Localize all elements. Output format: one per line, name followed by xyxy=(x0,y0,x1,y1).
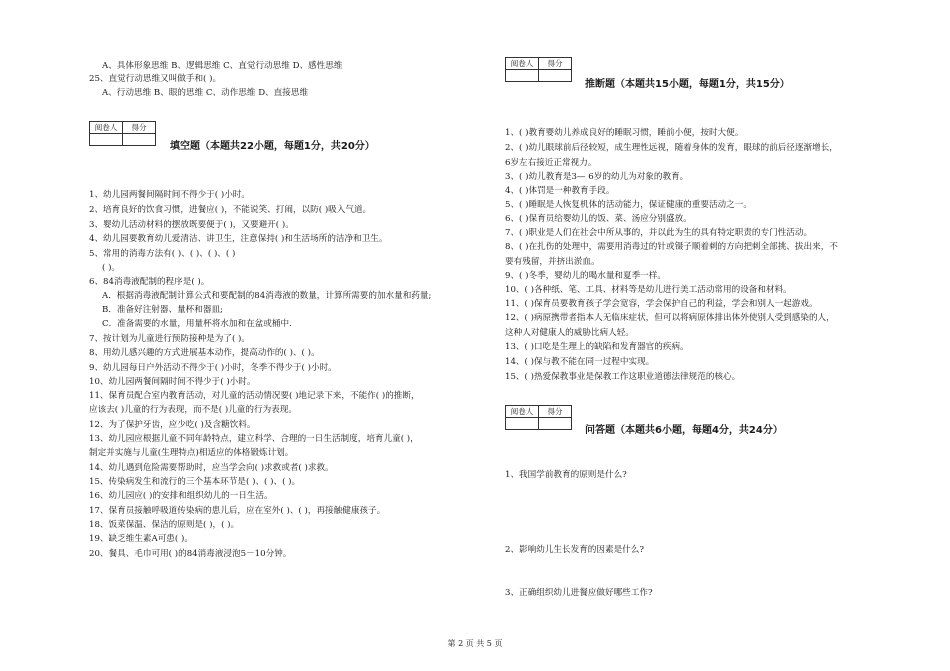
fill-question-line: 19、缺乏维生素A可患( )。 xyxy=(89,534,193,544)
fill-question-line: 15、传染病发生和流行的三个基本环节是( )、( )、( )。 xyxy=(89,477,301,487)
judge-question-line: 14、( )保与教不能在同一过程中实现。 xyxy=(505,357,655,367)
score-label: 得分 xyxy=(123,122,156,134)
grader-cell xyxy=(506,418,539,430)
score-table-fill xyxy=(89,121,156,146)
qa-question-2: 2、影响幼儿生长发育的因素是什么? xyxy=(505,545,644,555)
score-label: 得分 xyxy=(539,58,572,70)
fill-question-line: A．根据消毒液配制计算公式和要配制的84消毒液的数量，计算所需要的加水量和药量; xyxy=(102,291,432,301)
fill-question-line: 3、婴幼儿活动材料的摆放既要便于( )，又要避开( )。 xyxy=(89,220,294,230)
score-cell xyxy=(123,134,156,146)
judge-section-title: 推断题（本题共15小题，每题1分，共15分） xyxy=(585,79,790,90)
judge-question-line: 6岁左右接近正常视力。 xyxy=(505,158,597,168)
fill-question-line: 17、保育员接触呼吸道传染病的患儿后，应在室外( )、( )，再接触健康孩子。 xyxy=(89,506,386,516)
fill-question-line: 10、幼儿园两餐间隔时间不得少于( )小时。 xyxy=(89,377,256,387)
score-cell xyxy=(539,418,572,430)
fill-question-line: 4、幼儿园要教育幼儿爱清洁、讲卫生，注意保持( )和生活场所的洁净和卫生。 xyxy=(89,234,388,244)
fill-question-line: 12、为了保护牙齿，应少吃( )及含糖饮料。 xyxy=(89,420,256,430)
judge-question-line: 2、( )幼儿眼球前后径较短，成生理性远视，随着身体的发育，眼球的前后径逐渐增长， xyxy=(505,143,838,153)
judge-question-line: 11、( )保育员要教育孩子学会宽容，学会保护自己的利益，学会和别人一起游戏。 xyxy=(505,299,818,309)
fill-question-line: 5、常用的消毒方法有( )、( )、( )、( ) xyxy=(89,249,236,259)
grader-cell xyxy=(90,134,123,146)
q25-stem: 25、直觉行动思维又叫做手和( )。 xyxy=(89,74,222,84)
fill-question-line: 7、按计划为儿童进行预防接种是为了( )。 xyxy=(89,334,250,344)
fill-question-line: ( )。 xyxy=(102,263,121,273)
grader-cell xyxy=(506,70,539,82)
judge-question-line: 1、( )教育婴幼儿养成良好的睡眠习惯，睡前小便，按时大便。 xyxy=(505,128,744,138)
judge-question-line: 9、( )冬季，婴幼儿的喝水量和夏季一样。 xyxy=(505,271,666,281)
fill-section-title: 填空题（本题共22小题，每题1分，共20分） xyxy=(170,141,375,152)
qa-section-title: 问答题（本题共6小题，每题4分，共24分） xyxy=(585,425,783,436)
q25-options: A、行动思维 B、眼的思维 C、动作思维 D、直接思维 xyxy=(102,88,309,98)
fill-question-line: B．准备好注射器、量杯和器皿; xyxy=(102,305,223,315)
grader-label: 阅卷人 xyxy=(90,122,123,134)
grader-label: 阅卷人 xyxy=(506,58,539,70)
judge-question-line: 13、( )口吃是生理上的缺陷和发育器官的疾病。 xyxy=(505,342,689,352)
judge-question-line: 3、( )幼儿教育是3— 6岁的幼儿为对象的教育。 xyxy=(505,172,689,182)
fill-question-line: 16、幼儿园应( )的安排和组织幼儿的一日生活。 xyxy=(89,491,273,501)
fill-question-line: 13、幼儿园应根据儿童不同年龄特点，建立科学、合理的一日生活制度，培育儿童( )， xyxy=(89,434,419,444)
judge-question-line: 要有残留，并挤出淤血。 xyxy=(505,257,600,267)
fill-question-line: 20、餐具、毛巾可用( )的84消毒液浸泡5－10分钟。 xyxy=(89,549,292,559)
grader-label: 阅卷人 xyxy=(506,406,539,418)
judge-question-line: 5、( )睡眠是人恢复机体的活动能力，保证健康的重要活动之一。 xyxy=(505,200,752,210)
judge-question-line: 10、( )各种纸、笔、工具、材料等是幼儿进行美工活动常用的设备和材料。 xyxy=(505,285,792,295)
judge-question-line: 4、( )体罚是一种教育手段。 xyxy=(505,186,615,196)
fill-question-line: 14、幼儿遇到危险需要帮助时，应当学会向( )求救或者( )求救。 xyxy=(89,463,334,473)
score-table-qa xyxy=(505,405,572,430)
fill-question-line: 应该去( )儿童的行为表现，而不是( )儿童的行为表现。 xyxy=(89,405,297,415)
judge-question-line: 12、( )病原携带者指本人无临床症状，但可以将病原体排出体外使别人受到感染的人， xyxy=(505,313,835,323)
fill-question-line: 制定并实施与儿童(生理特点)相适应的体格锻炼计划。 xyxy=(89,448,294,458)
judge-question-line: 8、( )在扎伤的处理中，需要用消毒过的针或镊子顺着刺的方向把刺全部挑、拔出来，不 xyxy=(505,242,838,252)
fill-question-line: 6、84消毒液配制的程序是( )。 xyxy=(89,277,210,287)
score-table-judge xyxy=(505,57,572,82)
judge-question-line: 6、( )保育员给婴幼儿的饭、菜、汤应分别盛放。 xyxy=(505,214,692,224)
judge-question-line: 15、( )热爱保教事业是保教工作这职业道德法律规范的核心。 xyxy=(505,372,741,382)
qa-question-1: 1、我国学前教育的原则是什么? xyxy=(505,470,627,480)
score-cell xyxy=(539,70,572,82)
score-label: 得分 xyxy=(539,406,572,418)
page-footer: 第 2 页 共 5 页 xyxy=(447,639,503,648)
fill-question-line: 2、培育良好的饮食习惯，进餐应( )，不能说笑、打闹，以防( )吸入气道。 xyxy=(89,205,372,215)
fill-question-line: 11、保育员配合室内教育活动，对儿童的活动情况要( )地记录下来，不能作( )的推断， xyxy=(89,391,420,401)
fill-question-line: 1、幼儿园两餐间隔时间不得少于( )小时。 xyxy=(89,190,250,200)
judge-question-line: 这种人对健康人的威胁比病人轻。 xyxy=(505,328,634,338)
fill-question-line: 18、饭菜保温、保洁的原则是( )，( )。 xyxy=(89,520,240,530)
q24-options: A、具体形象思维 B、逻辑思维 C、直觉行动思维 D、感性思维 xyxy=(102,61,343,71)
fill-question-line: 8、用幼儿感兴趣的方式进展基本动作，提高动作的( )、( )。 xyxy=(89,348,320,358)
fill-question-line: 9、幼儿园每日户外活动不得少于( )小时，冬季不得少于( )小时。 xyxy=(89,363,337,373)
judge-question-line: 7、( )职业是人们在社会中所从事的，并以此为生的具有特定职责的专门性活动。 xyxy=(505,228,813,238)
qa-question-3: 3、正确组织幼儿进餐应做好哪些工作? xyxy=(505,588,653,598)
fill-question-line: C．准备需要的水量，用量杯将水加和在盆或桶中. xyxy=(102,319,292,329)
